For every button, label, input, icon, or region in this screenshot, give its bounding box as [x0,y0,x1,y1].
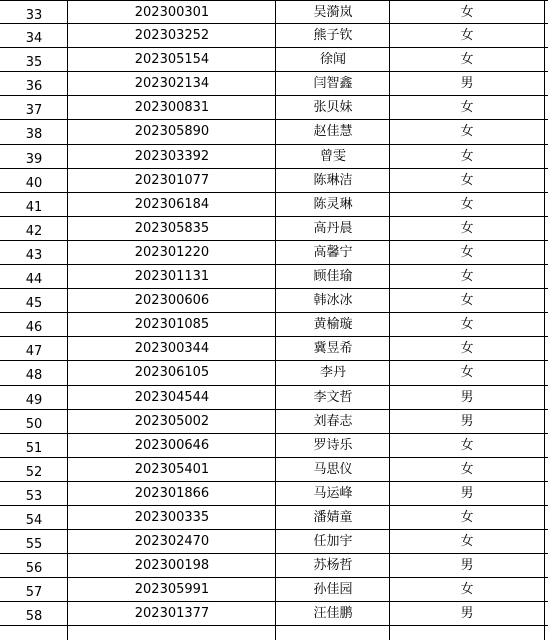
student-gender: 女 [460,52,474,68]
student-name: 赵佳慧 [313,124,353,140]
row-number: 33 [25,8,43,23]
table-row [0,434,548,458]
student-id: 202301220 [134,244,210,260]
table-row [0,506,548,530]
row-number: 34 [25,31,43,47]
student-name: 陈琳洁 [313,172,353,188]
student-gender: 女 [460,244,474,260]
table-row [0,169,548,193]
table-row [0,410,548,434]
student-gender: 女 [460,124,474,140]
student-id: 202302134 [134,76,210,92]
row-number: 44 [25,272,43,288]
student-gender: 女 [460,437,474,453]
student-name: 曾雯 [319,148,346,164]
row-number: 37 [25,103,43,119]
student-id: 202303252 [134,28,210,44]
student-id: 202300335 [134,509,210,525]
student-gender: 女 [460,509,474,525]
table-row [0,96,548,120]
student-gender: 女 [460,172,474,188]
row-number: 56 [25,561,43,577]
student-gender: 女 [460,100,474,116]
row-number: 40 [25,175,43,191]
row-number: 46 [25,320,43,336]
student-name: 刘春志 [313,413,353,429]
student-id: 202300301 [134,5,210,20]
student-id: 202305890 [134,124,210,140]
student-gender: 女 [460,341,474,357]
student-id: 202300344 [134,341,210,357]
student-name: 马思仪 [313,461,353,477]
student-id: 202300646 [134,437,210,453]
student-name: 潘婧童 [313,509,353,525]
row-number: 58 [25,609,43,625]
student-id: 202302470 [134,534,210,550]
table-row [0,120,548,144]
student-gender: 女 [460,28,474,44]
row-number: 49 [25,392,43,408]
student-gender: 女 [460,317,474,333]
student-id: 202304544 [134,389,210,405]
student-name: 汪佳鹏 [313,606,353,622]
table-row [0,530,548,554]
student-name: 苏杨哲 [313,558,353,574]
row-number: 53 [25,488,43,504]
student-name: 黄榆璇 [313,317,353,333]
student-id: 202301131 [134,269,210,285]
table-row [0,265,548,289]
table-row [0,241,548,265]
table-row [0,217,548,241]
student-gender: 女 [460,461,474,477]
row-number: 41 [25,199,43,215]
row-number: 39 [25,151,43,167]
student-gender: 女 [460,534,474,550]
table-row [0,458,548,482]
student-id: 202300606 [134,293,210,309]
student-name: 韩冰冰 [313,293,353,309]
student-gender: 男 [460,413,474,429]
student-name: 陈灵琳 [313,196,353,212]
column-divider [389,0,390,640]
student-gender: 男 [460,606,474,622]
student-id: 202300198 [134,558,210,574]
table-row [0,313,548,337]
student-name: 冀昱希 [313,341,353,357]
student-name: 闫智鑫 [313,76,353,92]
student-gender: 男 [460,485,474,501]
student-name: 徐闻 [319,52,346,68]
row-number: 50 [25,416,43,432]
student-name: 顾佳瑜 [313,269,353,285]
table-row [0,554,548,578]
table-row [0,24,548,48]
student-id: 202305154 [134,52,210,68]
table-row [0,289,548,313]
student-name: 李文哲 [313,389,353,405]
student-id: 202305002 [134,413,210,429]
table-row [0,48,548,72]
row-number: 35 [25,55,43,71]
student-id: 202305991 [134,582,210,598]
table-row [0,72,548,96]
student-gender: 男 [460,558,474,574]
row-number: 38 [25,127,43,143]
table-row [0,0,548,24]
student-name: 高丹晨 [313,220,353,236]
column-divider [67,0,68,640]
row-number: 43 [25,247,43,263]
student-gender: 女 [460,196,474,212]
student-name: 马运峰 [313,485,353,501]
student-id: 202301077 [134,172,210,188]
row-number: 45 [25,296,43,312]
student-id: 202300831 [134,100,210,116]
table-row [0,578,548,602]
student-gender: 女 [460,220,474,236]
row-number: 47 [25,344,43,360]
student-gender: 女 [460,365,474,381]
student-id: 202306105 [134,365,210,381]
student-gender: 女 [460,269,474,285]
student-name: 张贝妹 [313,100,353,116]
student-gender: 男 [460,389,474,405]
row-number: 42 [25,223,43,239]
row-number: 48 [25,368,43,384]
row-number: 36 [25,79,43,95]
column-divider [275,0,276,640]
column-divider [544,0,545,640]
student-id: 202301866 [134,485,210,501]
student-id: 202306184 [134,196,210,212]
table-row [0,145,548,169]
row-number: 57 [25,585,43,601]
student-name: 吴漪岚 [313,5,353,20]
student-gender: 男 [460,76,474,92]
student-id: 202301085 [134,317,210,333]
table-row [0,193,548,217]
student-name: 李丹 [319,365,346,381]
student-id: 202303392 [134,148,210,164]
table-row [0,386,548,410]
table-row [0,361,548,385]
student-name: 孙佳园 [313,582,353,598]
table-row [0,337,548,361]
student-name: 任加宇 [313,534,353,550]
table-row [0,602,548,626]
student-id: 202305401 [134,461,210,477]
student-gender: 女 [460,148,474,164]
student-name: 熊子钦 [313,28,353,44]
row-number: 52 [25,464,43,480]
student-name: 罗诗乐 [313,437,353,453]
student-id: 202305835 [134,220,210,236]
student-gender: 女 [460,293,474,309]
row-number: 54 [25,512,43,528]
table-row [0,482,548,506]
student-gender: 女 [460,582,474,598]
student-id: 202301377 [134,606,210,622]
row-number: 51 [25,440,43,456]
row-number: 55 [25,537,43,553]
student-name: 高馨宁 [313,244,353,260]
student-gender: 女 [460,5,474,20]
